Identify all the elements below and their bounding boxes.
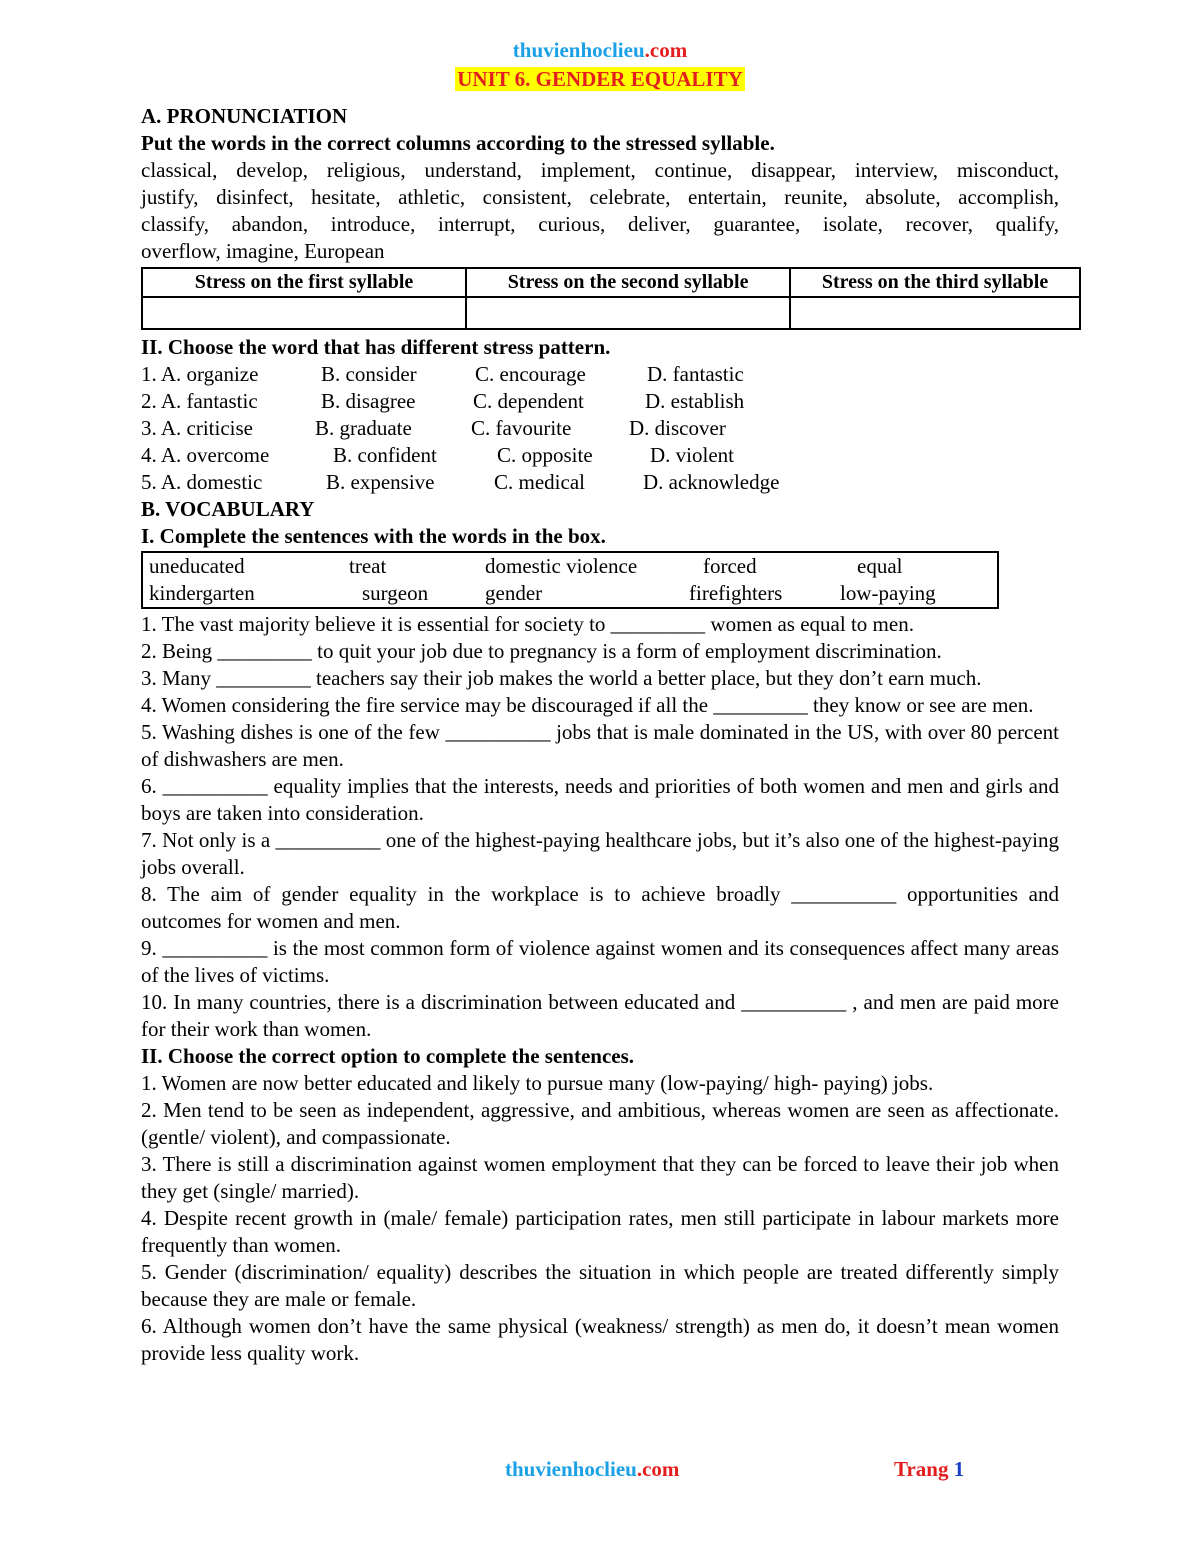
- mcq-row: 1. A. organize B. consider C. encourage D. fantastic: [141, 362, 744, 386]
- option-sentence: 2. Men tend to be seen as independent, aggressive, and ambitious, whereas women are seen as affectionate. (gentle/ violent), and compassionate.: [141, 1098, 1059, 1149]
- word-list-line: classical, develop, religious, understand, implement, continue, disappear, interview, misconduct,: [141, 158, 1059, 182]
- option-sentence: 5. Gender (discrimination/ equality) describes the situation in which people are treated differently simply because they are male or female.: [141, 1260, 1059, 1311]
- page-footer: [0, 1457, 1200, 1487]
- option-sentence: 3. There is still a discrimination against women employment that they can be forced to leave their job when they get (single/ married).: [141, 1152, 1059, 1203]
- section-a-part2-heading: II. Choose the word that has different stress pattern.: [141, 335, 611, 359]
- word-list-line: classify, abandon, introduce, interrupt, curious, deliver, guarantee, isolate, recover, qualify,: [141, 212, 1059, 236]
- option-sentence: 1. Women are now better educated and likely to pursue many (low-paying/ high- paying) jobs.: [141, 1071, 934, 1095]
- vocab-sentence: 7. Not only is a __________ one of the highest-paying healthcare jobs, but it’s also one of the highest-paying jobs overall.: [141, 828, 1059, 879]
- stress-col-2: Stress on the second syllable: [466, 268, 790, 297]
- vocab-sentence: 10. In many countries, there is a discrimination between educated and __________ , and men are paid more for their work than women.: [141, 990, 1059, 1041]
- stress-cell-1: [142, 297, 466, 329]
- word-box: [141, 551, 999, 609]
- unit-title: UNIT 6. GENDER EQUALITY: [457, 67, 743, 91]
- stress-cell-2: [466, 297, 790, 329]
- vocab-sentence: 1. The vast majority believe it is essential for society to _________ women as equal to men.: [141, 612, 914, 636]
- stress-cell-3: [790, 297, 1080, 329]
- site-name: thuvienhoclieu: [512, 38, 645, 62]
- document-page: [141, 36, 1059, 1367]
- word-list-line: overflow, imagine, European: [141, 239, 385, 263]
- vocab-sentence: 8. The aim of gender equality in the workplace is to achieve broadly __________ opportunities and outcomes for women and men.: [141, 882, 1059, 933]
- page-number: Trang 1: [894, 1457, 965, 1481]
- word-list-line: justify, disinfect, hesitate, athletic, consistent, celebrate, entertain, reunite, absolute, accomplish,: [141, 185, 1059, 209]
- vocab-sentence: 4. Women considering the fire service may be discouraged if all the _________ they know or see are men.: [141, 693, 1034, 717]
- mcq-row: 4. A. overcome B. confident C. opposite D. violent: [141, 443, 734, 467]
- section-a-heading: A. PRONUNCIATION: [141, 104, 348, 128]
- vocab-sentence: 9. __________ is the most common form of violence against women and its consequences affect many areas of the lives of victims.: [141, 936, 1059, 987]
- word-box-row: kindergarten surgeon gender firefighters low-paying: [149, 581, 936, 605]
- stress-col-1: Stress on the first syllable: [142, 268, 466, 297]
- footer-site: thuvienhoclieu.com: [505, 1457, 680, 1481]
- vocab-sentence: 3. Many _________ teachers say their job makes the world a better place, but they don’t earn much.: [141, 666, 982, 690]
- mcq-row: 5. A. domestic B. expensive C. medical D. acknowledge: [141, 470, 780, 494]
- word-box-row: uneducated treat domestic violence forced equal: [149, 554, 903, 578]
- option-sentence: 4. Despite recent growth in (male/ female) participation rates, men still participate in labour markets more frequently than women.: [141, 1206, 1059, 1257]
- stress-col-3: Stress on the third syllable: [790, 268, 1080, 297]
- section-b-part2-heading: II. Choose the correct option to complete the sentences.: [141, 1044, 635, 1068]
- vocab-sentence: 5. Washing dishes is one of the few __________ jobs that is male dominated in the US, with over 80 percent of dishwashers are men.: [141, 720, 1059, 771]
- site-header: [141, 36, 1059, 64]
- mcq-row: 3. A. criticise B. graduate C. favourite D. discover: [141, 416, 726, 440]
- vocab-sentence: 6. __________ equality implies that the interests, needs and priorities of both women and men and girls and boys are taken into consideration.: [141, 774, 1059, 825]
- site-domain: .com: [644, 38, 688, 62]
- stress-table: [141, 267, 1081, 330]
- vocab-sentence: 2. Being _________ to quit your job due to pregnancy is a form of employment discrimination.: [141, 639, 942, 663]
- mcq-row: 2. A. fantastic B. disagree C. dependent D. establish: [141, 389, 745, 413]
- section-a-instruction: Put the words in the correct columns according to the stressed syllable.: [141, 131, 775, 155]
- section-b-part1-heading: I. Complete the sentences with the words in the box.: [141, 524, 606, 548]
- section-b-heading: B. VOCABULARY: [141, 497, 315, 521]
- option-sentence: 6. Although women don’t have the same physical (weakness/ strength) as men do, it doesn’t mean women provide less quality work.: [141, 1314, 1059, 1365]
